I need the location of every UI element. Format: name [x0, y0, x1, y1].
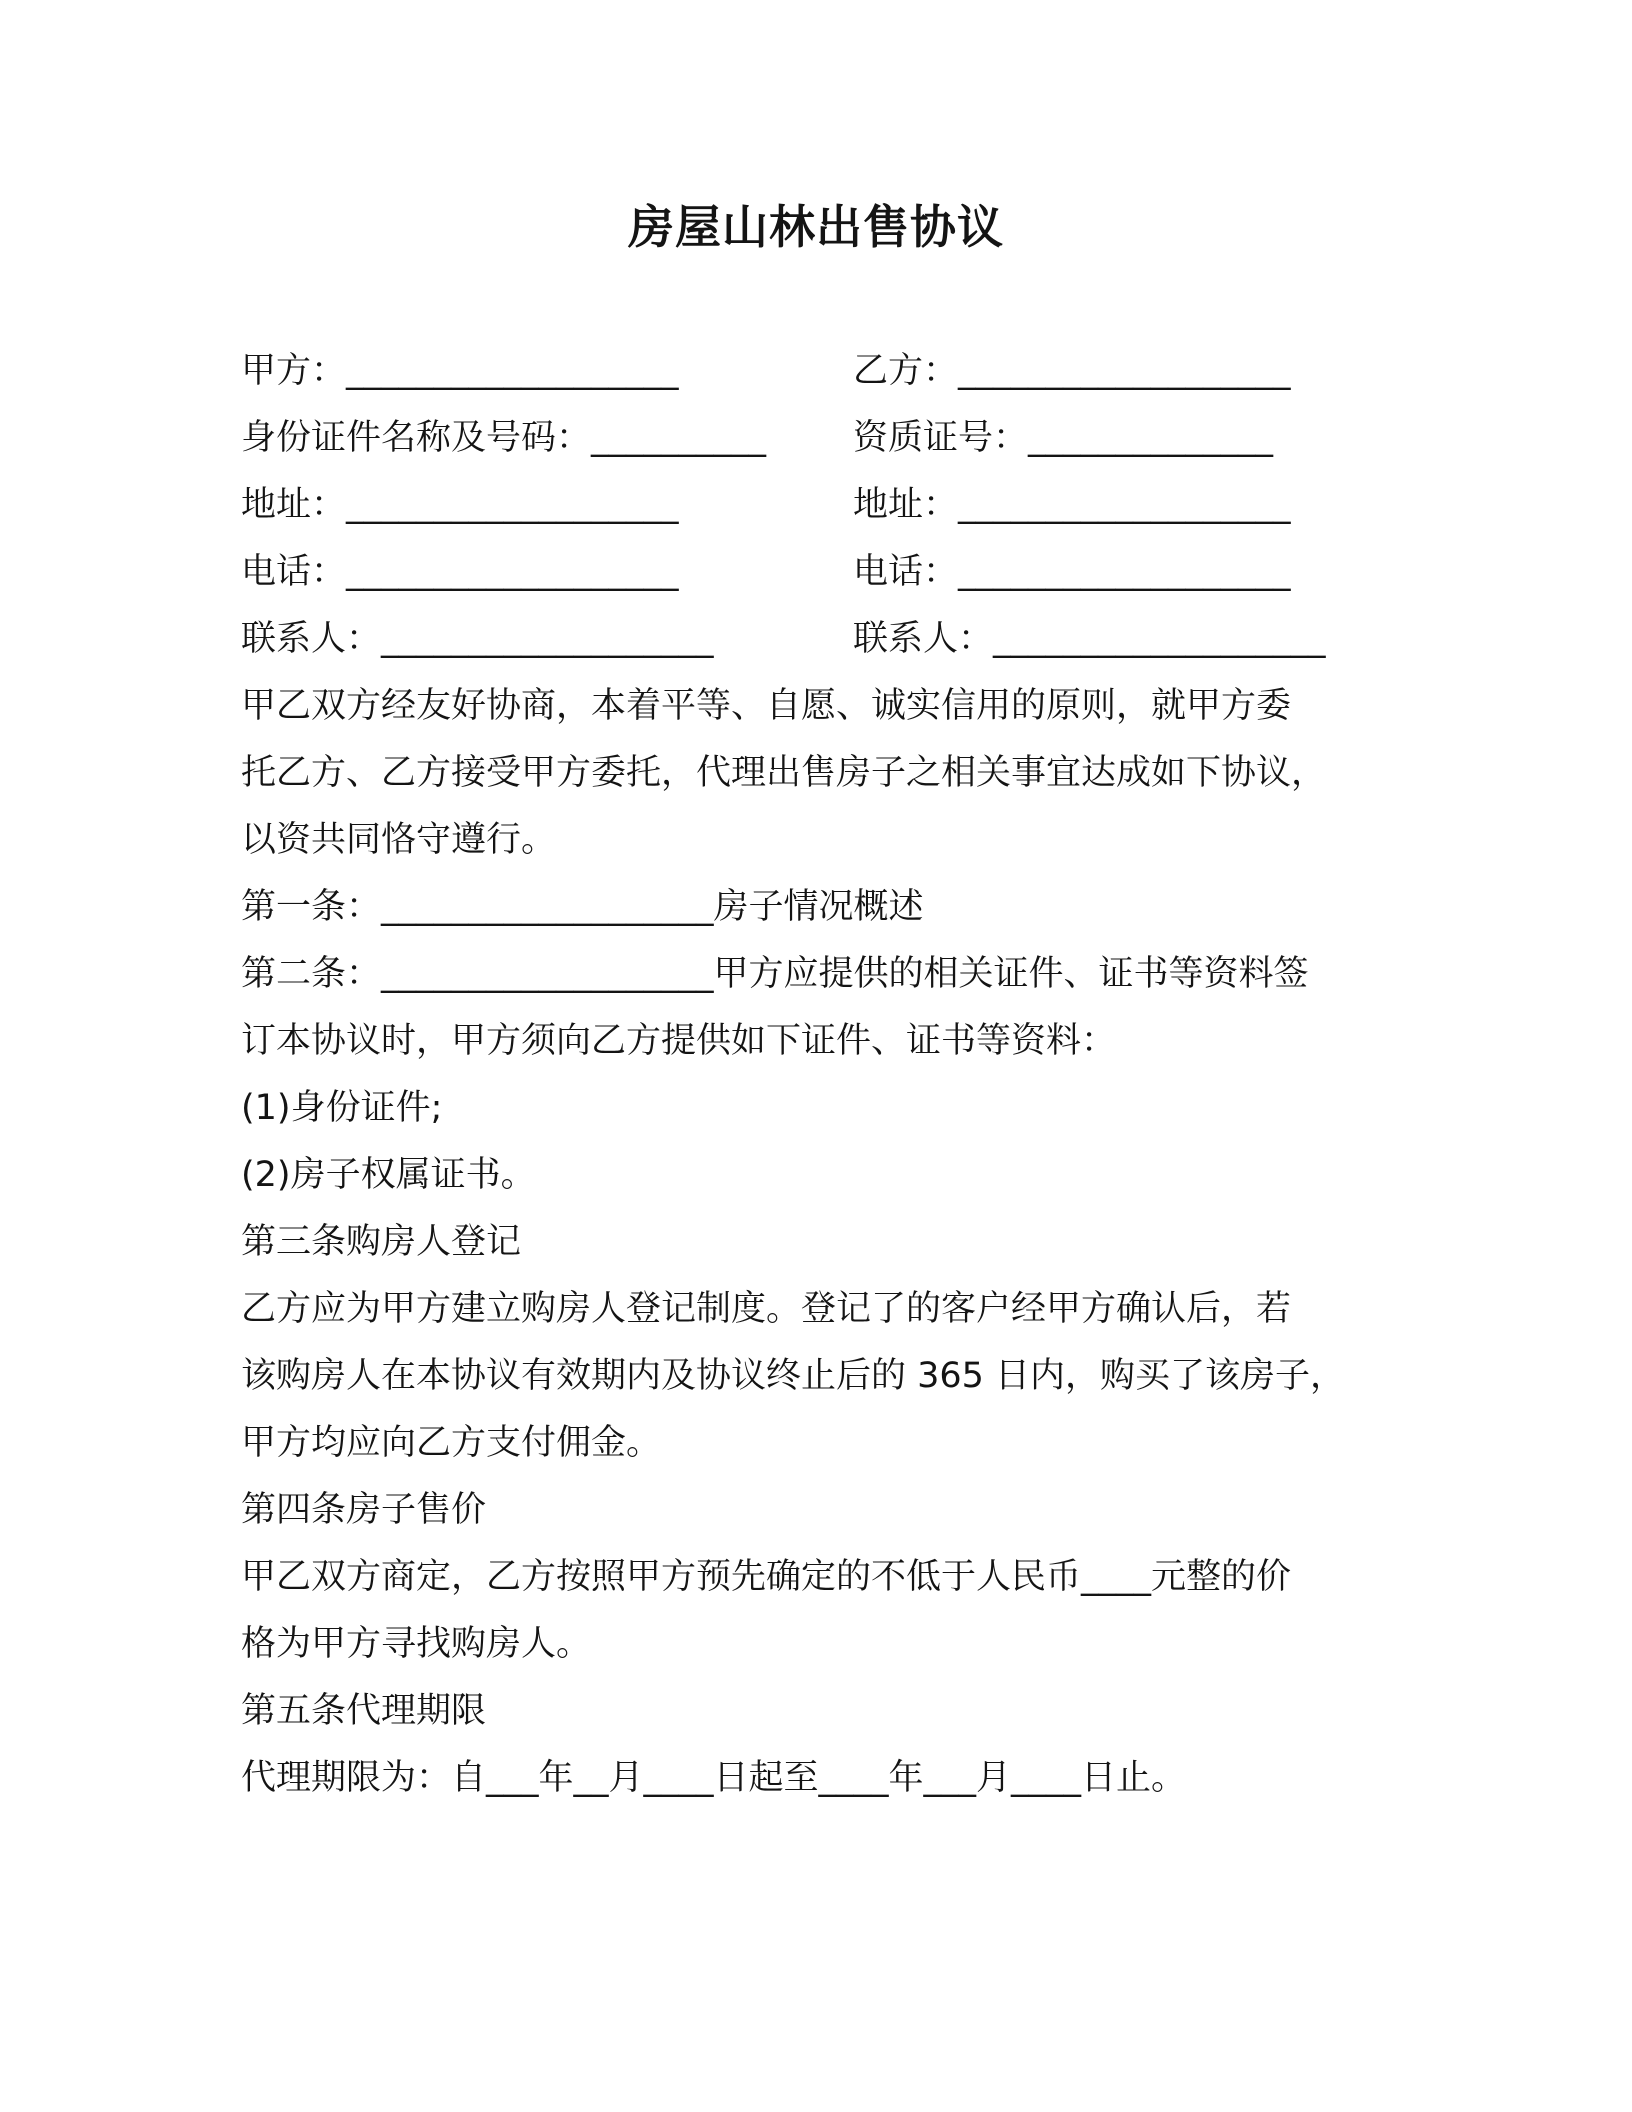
article-3-heading: 第三条购房人登记 — [241, 1222, 522, 1262]
party-row-address — [241, 472, 1391, 539]
article-5-heading: 第五条代理期限 — [241, 1691, 487, 1731]
article-5-line-1: 代理期限为：自___年__月____日起至____年___月____日止。 — [241, 1758, 1187, 1798]
article-1-line: 第一条：___________________房子情况概述 — [241, 887, 924, 927]
party-b-phone-field: 电话：___________________ — [853, 552, 1291, 592]
preamble-line-1: 甲乙双方经友好协商，本着平等、自愿、诚实信用的原则，就甲方委 — [241, 686, 1292, 726]
party-b-address-field: 地址：___________________ — [853, 485, 1291, 525]
party-row-phone — [241, 539, 1391, 606]
document-body — [241, 338, 1391, 1812]
party-a-name-field: 甲方：___________________ — [241, 351, 679, 391]
party-a-address-field: 地址：___________________ — [241, 485, 679, 525]
article-3-line-3: 甲方均应向乙方支付佣金。 — [241, 1423, 662, 1463]
party-row-contact — [241, 606, 1391, 673]
party-a-contact-field: 联系人：___________________ — [241, 619, 714, 659]
party-a-phone-field: 电话：___________________ — [241, 552, 679, 592]
article-2-line-1: 第二条：___________________甲方应提供的相关证件、证书等资料签 — [241, 954, 1309, 994]
preamble-line-2: 托乙方、乙方接受甲方委托，代理出售房子之相关事宜达成如下协议， — [241, 753, 1327, 793]
article-2-line-2: 订本协议时，甲方须向乙方提供如下证件、证书等资料： — [241, 1021, 1117, 1061]
party-a-id-field: 身份证件名称及号码：__________ — [241, 418, 767, 458]
party-b-name-field: 乙方：___________________ — [853, 351, 1291, 391]
document-title: 房屋山林出售协议 — [628, 200, 1004, 254]
article-2-item-2: (2)房子权属证书。 — [241, 1155, 536, 1195]
article-4-line-1: 甲乙双方商定，乙方按照甲方预先确定的不低于人民币____元整的价 — [241, 1557, 1292, 1597]
article-2-item-1: (1)身份证件; — [241, 1088, 443, 1128]
article-3-line-2: 该购房人在本协议有效期内及协议终止后的 365 日内，购买了该房子， — [241, 1356, 1346, 1396]
party-row-name — [241, 338, 1391, 405]
party-row-id — [241, 405, 1391, 472]
preamble-line-3: 以资共同恪守遵行。 — [241, 820, 557, 860]
article-3-line-1: 乙方应为甲方建立购房人登记制度。登记了的客户经甲方确认后，若 — [241, 1289, 1292, 1329]
party-b-contact-field: 联系人：___________________ — [853, 619, 1326, 659]
party-b-license-field: 资质证号：______________ — [853, 418, 1274, 458]
article-4-line-2: 格为甲方寻找购房人。 — [241, 1624, 592, 1664]
article-4-heading: 第四条房子售价 — [241, 1490, 487, 1530]
